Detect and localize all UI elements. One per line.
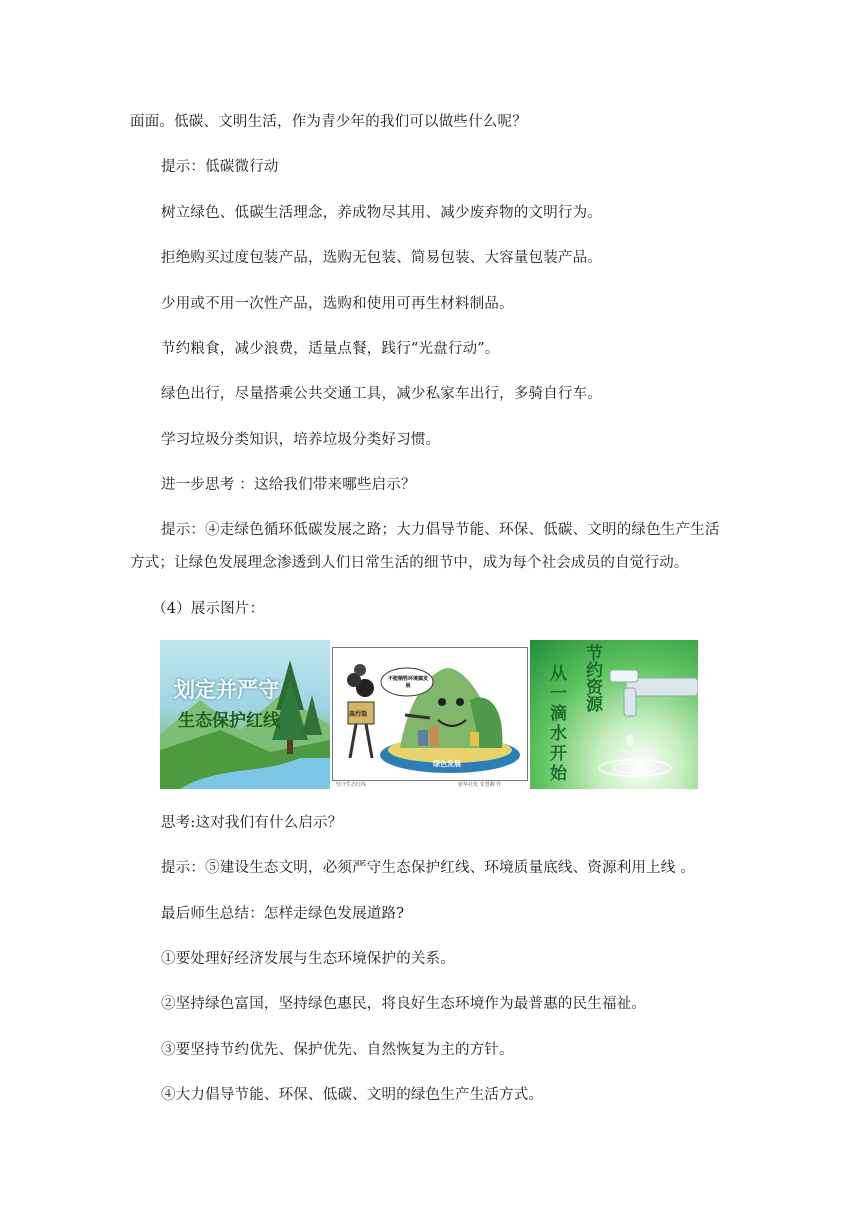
caption-right: 新华社发 朱慧卿 作 bbox=[458, 782, 502, 788]
paragraph: 方式；让绿色发展理念渗透到人们日常生活的细节中，成为每个社会成员的自觉行动。 bbox=[130, 555, 689, 571]
paragraph: 进一步思考 ：这给我们带来哪些启示？ bbox=[161, 477, 416, 493]
paragraph: 拒绝购买过度包装产品，选购无包装、简易包装、大容量包装产品。 bbox=[161, 250, 602, 266]
speech-bubble-text: 不能牺牲环境搞发展 bbox=[388, 676, 429, 689]
image-text-line2: 生态保护红线 bbox=[178, 711, 280, 731]
vertical-text-right: 节约资源 bbox=[586, 644, 603, 715]
paragraph: 提示：④走绿色循环低碳发展之路；大力倡导节能、环保、低碳、文明的绿色生产生活 bbox=[161, 522, 720, 538]
ground-text: 绿色发展 bbox=[433, 760, 461, 768]
paragraph: ①要处理好经济发展与生态环境保护的关系。 bbox=[161, 951, 455, 967]
paragraph: 树立绿色、低碳生活理念，养成物尽其用、减少废弃物的文明行为。 bbox=[161, 205, 602, 221]
paragraph: 节约粮食，减少浪费，适量点餐，践行“光盘行动”。 bbox=[161, 341, 500, 357]
paragraph: 提示：低碳微行动 bbox=[161, 159, 279, 175]
paragraph: 思考:这对我们有什么启示？ bbox=[161, 815, 343, 831]
paragraph: ③要坚持节约优先、保护优先、自然恢复为主的方针。 bbox=[161, 1042, 514, 1058]
paragraph: 提示：⑤建设生态文明，必须严守生态保护红线、环境质量底线、资源利用上线 。 bbox=[161, 860, 696, 876]
paragraph: 最后师生总结：怎样走绿色发展道路? bbox=[161, 906, 405, 922]
vertical-text-left: 从一滴水开始 bbox=[550, 664, 567, 784]
image-text: 划定并严守 bbox=[174, 678, 279, 702]
paragraph: ④大力倡导节能、环保、低碳、文明的绿色生产生活方式。 bbox=[161, 1087, 544, 1103]
paragraph: （4）展示图片： bbox=[152, 601, 265, 617]
sign-text: 高污染 bbox=[349, 711, 368, 718]
paragraph: ②坚持绿色富国，坚持绿色惠民，将良好生态环境作为最普惠的民生福祉。 bbox=[161, 996, 647, 1012]
paragraph: 面面。低碳、文明生活，作为青少年的我们可以做些什么呢？ bbox=[130, 114, 527, 130]
ecological-red-line-image bbox=[160, 640, 330, 789]
green-development-cartoon bbox=[330, 640, 530, 789]
paragraph: 绿色出行，尽量搭乘公共交通工具，减少私家车出行，多骑自行车。 bbox=[161, 386, 602, 402]
save-water-image bbox=[530, 640, 698, 789]
paragraph: 学习垃圾分类知识，培养垃圾分类好习惯。 bbox=[161, 432, 441, 448]
paragraph: 少用或不用一次性产品，选购和使用可再生材料制品。 bbox=[161, 296, 514, 312]
caption-left: 坚守生态红线 bbox=[336, 782, 367, 788]
image-text bbox=[178, 706, 280, 731]
